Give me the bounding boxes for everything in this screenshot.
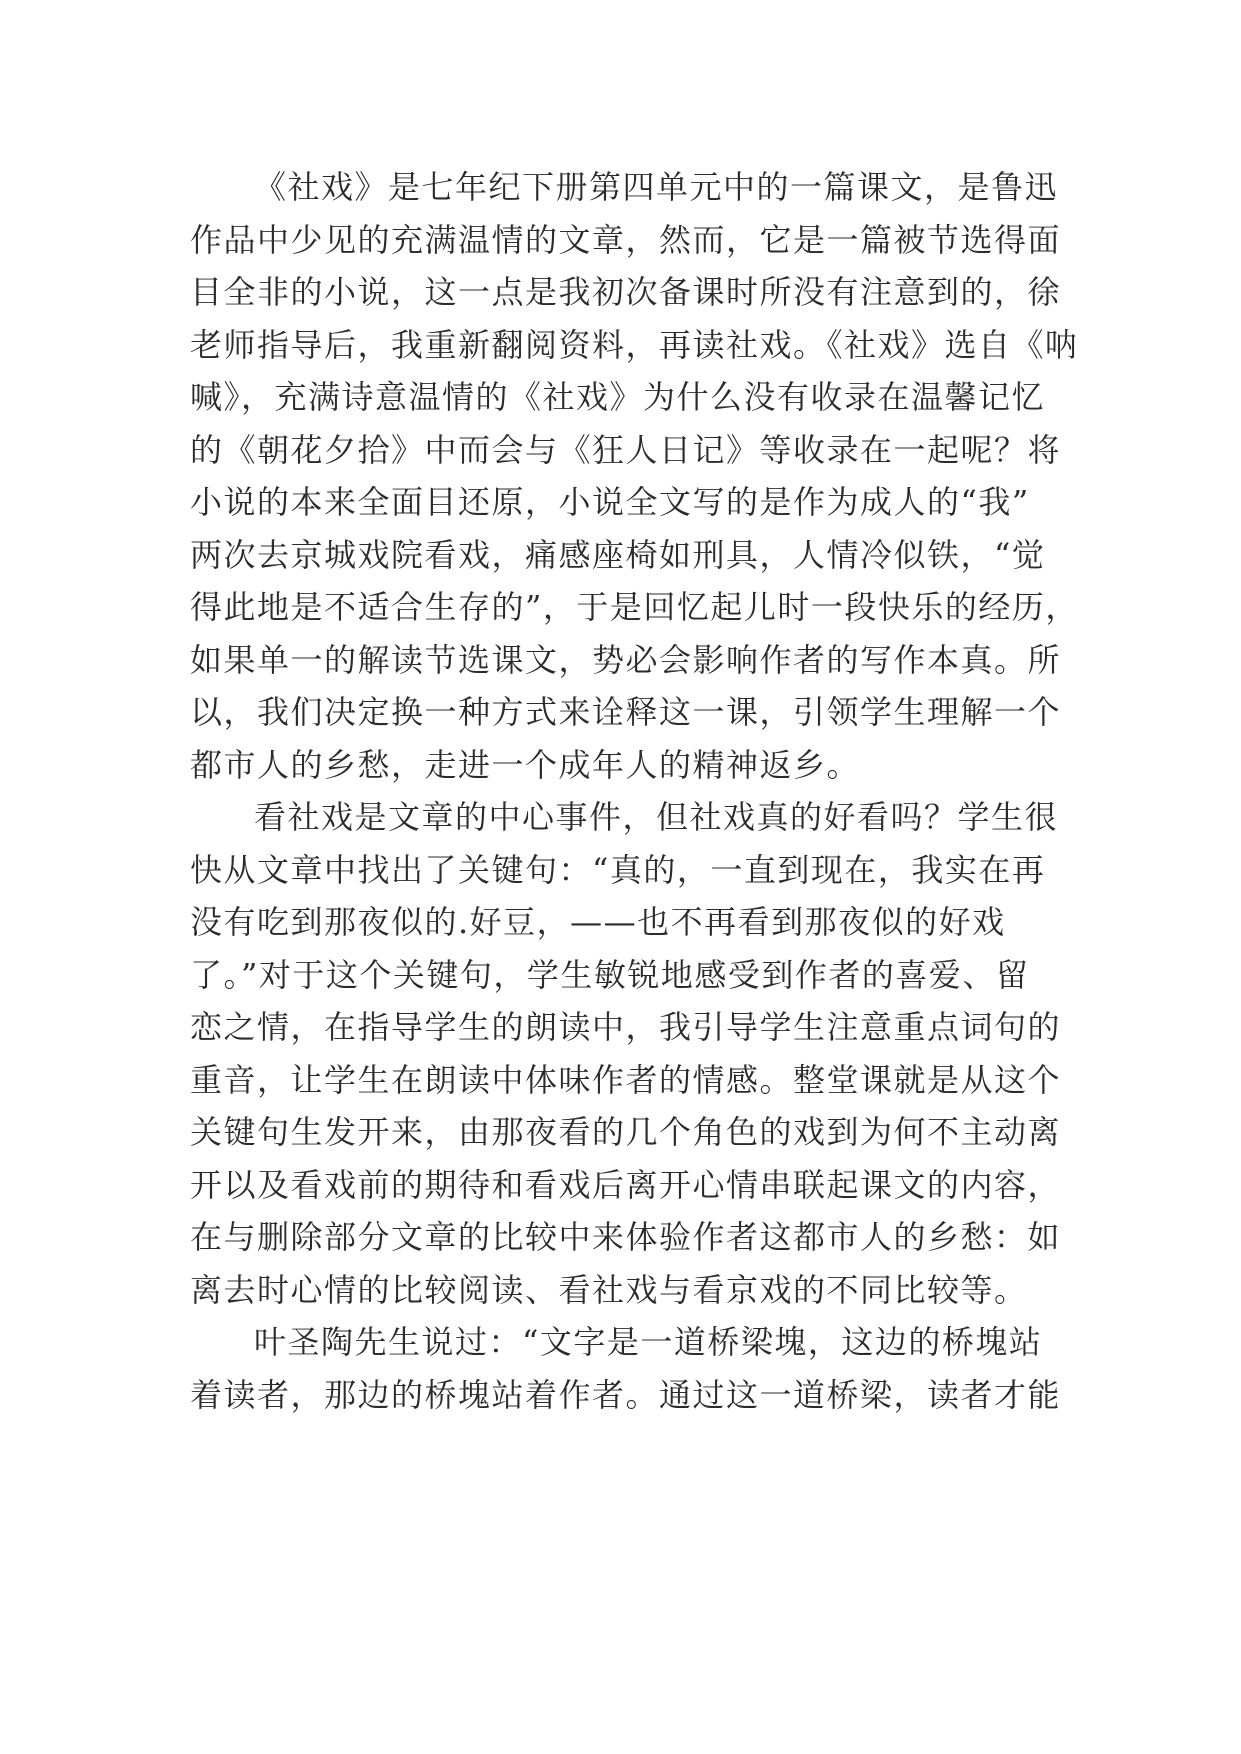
paragraph-1-line-6: 的《朝花夕拾》中而会与《狂人日记》等收录在一起呢？将 [190,430,1062,469]
paragraph-2-line-4: 了。”对于这个关键句，学生敏锐地感受到作者的喜爱、留 [190,955,1030,994]
paragraph-2-line-10: 离去时心情的比较阅读、看社戏与看京戏的不同比较等。 [190,1270,1028,1309]
paragraph-1-line-1: 《社戏》是七年纪下册第四单元中的一篇课文，是鲁迅 [254,168,1059,206]
paragraph-2-line-9: 在与删除部分文章的比较中来体验作者这都市人的乡愁：如 [190,1218,1062,1256]
paragraph-2-line-7: 关键句生发开来，由那夜看的几个角色的戏到为何不主动离 [190,1113,1062,1151]
paragraph-1-line-5: 喊》，充满诗意温情的《社戏》为什么没有收录在温馨记忆 [190,378,1046,416]
paragraph-1-line-9: 得此地是不适合生存的”，于是回忆起儿时一段快乐的经历， [190,588,1079,626]
paragraph-2-line-1: 看社戏是文章的中心事件，但社戏真的好看吗？学生很 [254,798,1059,836]
body-text [190,161,1079,1421]
paragraph-1-line-10: 如果单一的解读节选课文，势必会影响作者的写作本真。所 [190,640,1062,679]
paragraph-1-line-4: 老师指导后，我重新翻阅资料，再读社戏。《社戏》选自《呐 [190,325,1079,364]
paragraph-1-line-8: 两次去京城戏院看戏，痛感座椅如刑具，人情冷似铁，“觉 [190,535,1046,574]
paragraph-2-line-2: 快从文章中找出了关键句：“真的，一直到现在，我实在再 [190,850,1046,889]
paragraph-3-line-2: 着读者，那边的桥塊站着作者。通过这一道桥梁，读者才能 [190,1375,1062,1414]
paragraph-2-line-6: 重音，让学生在朗读中体味作者的情感。整堂课就是从这个 [190,1060,1062,1099]
paragraph-2-line-8: 开以及看戏前的期待和看戏后离开心情串联起课文的内容， [190,1165,1062,1204]
paragraph-2-line-3: 没有吃到那夜似的.好豆，——也不再看到那夜似的好戏 [190,903,1006,941]
paragraph-1-line-2: 作品中少见的充满温情的文章，然而，它是一篇被节选得面 [190,220,1062,259]
paragraph-1-line-11: 以，我们决定换一种方式来诠释这一课，引领学生理解一个 [190,693,1062,731]
paragraph-1-line-7: 小说的本来全面目还原，小说全文写的是作为成人的“我” [190,483,1030,521]
paragraph-2-line-5: 恋之情，在指导学生的朗读中，我引导学生注意重点词句的 [190,1008,1062,1046]
paragraph-3-line-1: 叶圣陶先生说过：“文字是一道桥梁塊，这边的桥塊站 [254,1323,1043,1361]
paragraph-1-line-12: 都市人的乡愁，走进一个成年人的精神返乡。 [190,745,861,784]
paragraph-1-line-3: 目全非的小说，这一点是我初次备课时所没有注意到的，徐 [190,273,1062,311]
